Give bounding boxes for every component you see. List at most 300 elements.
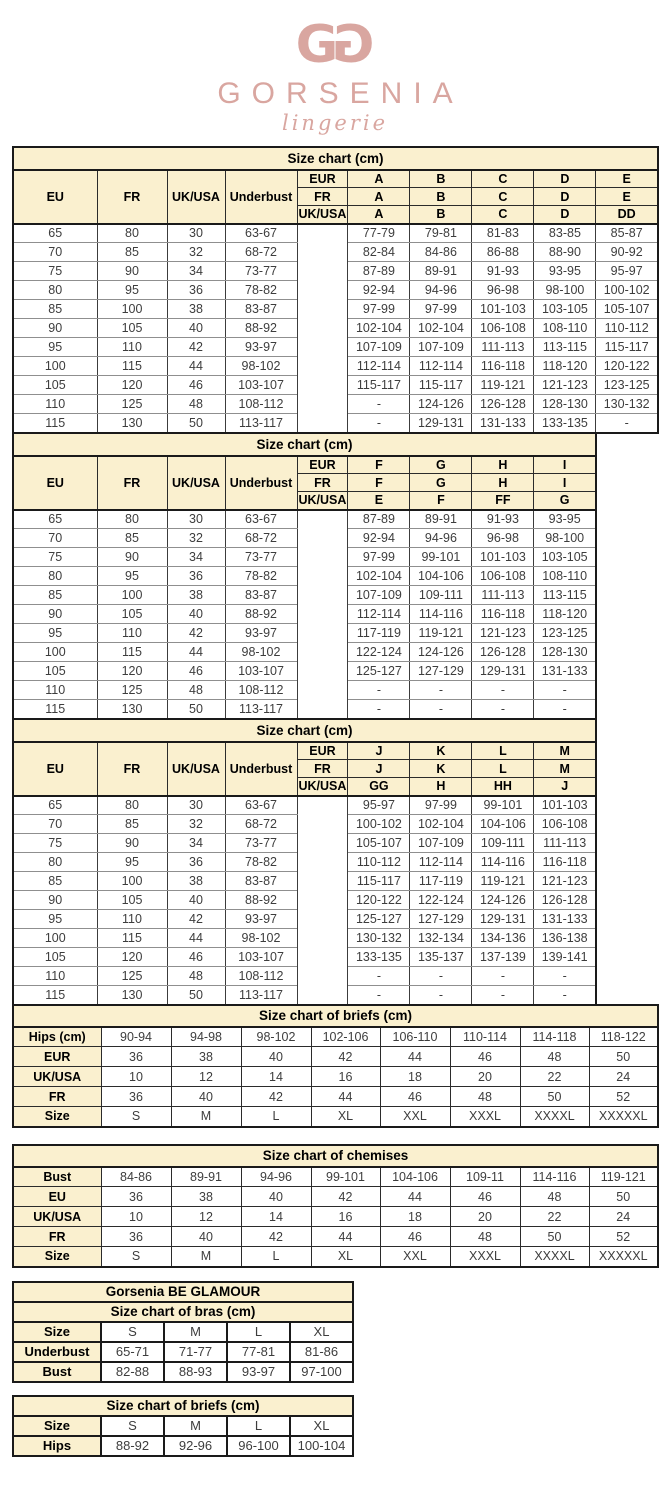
size-value: M: [171, 1107, 241, 1127]
fr-size-value: 95: [97, 281, 167, 300]
bust-range-value: 116-118: [472, 605, 534, 624]
cup-system-label: FR: [297, 474, 348, 492]
fr-size-value: 85: [97, 815, 167, 834]
eu-size-value: 105: [13, 376, 97, 395]
fr-size-value: 110: [97, 338, 167, 357]
size-value: 46: [380, 1087, 450, 1107]
size-value: S: [101, 1322, 164, 1342]
underbust-range-value: 103-107: [225, 662, 297, 681]
bust-range-value: 100-102: [596, 281, 658, 300]
size-value: 89-91: [171, 1167, 241, 1187]
size-value: 22: [520, 1067, 589, 1087]
size-value: XL: [290, 1322, 353, 1342]
size-value: 10: [101, 1207, 171, 1227]
bust-range-value: 93-95: [534, 510, 596, 529]
bust-range-value: 120-122: [348, 891, 410, 910]
eu-size-value: 115: [13, 986, 97, 1005]
column-header: Underbust: [225, 170, 297, 224]
cup-size-header: G: [534, 492, 596, 510]
cup-size-header: I: [534, 456, 596, 474]
uk-usa-size-value: 30: [167, 224, 225, 243]
size-value: 38: [171, 1047, 241, 1067]
size-value: 10: [101, 1067, 171, 1087]
bust-range-value: 115-117: [596, 338, 658, 357]
size-value: 20: [450, 1207, 520, 1227]
bust-range-value: 126-128: [472, 643, 534, 662]
uk-usa-size-value: 44: [167, 929, 225, 948]
uk-usa-size-value: 50: [167, 414, 225, 433]
underbust-range-value: 63-67: [225, 224, 297, 243]
eu-size-value: 90: [13, 891, 97, 910]
size-value: M: [171, 1247, 241, 1267]
size-value: XL: [290, 1416, 353, 1436]
underbust-range-value: 113-117: [225, 700, 297, 719]
size-value: XXXL: [450, 1107, 520, 1127]
size-value: 52: [589, 1227, 658, 1247]
bust-range-value: 83-85: [534, 224, 596, 243]
bust-range-value: 88-90: [534, 243, 596, 262]
underbust-range-value: 73-77: [225, 262, 297, 281]
cup-size-header: A: [348, 206, 410, 224]
bust-range-value: 118-120: [534, 605, 596, 624]
fr-size-value: 90: [97, 834, 167, 853]
size-value: 24: [589, 1067, 658, 1087]
size-value: S: [101, 1416, 164, 1436]
bust-range-value: 98-100: [534, 529, 596, 548]
eu-size-value: 100: [13, 357, 97, 376]
uk-usa-size-value: 42: [167, 910, 225, 929]
row-header: Bust: [13, 1362, 101, 1382]
size-value: 77-81: [227, 1342, 290, 1362]
size-value: L: [241, 1107, 311, 1127]
bust-range-value: 110-112: [348, 853, 410, 872]
fr-size-value: 130: [97, 700, 167, 719]
bust-range-value: 135-137: [410, 948, 472, 967]
eu-size-value: 100: [13, 643, 97, 662]
size-value: XXXL: [450, 1247, 520, 1267]
bust-range-value: -: [348, 967, 410, 986]
size-value: S: [101, 1107, 171, 1127]
uk-usa-size-value: 32: [167, 243, 225, 262]
cup-size-header: L: [472, 742, 534, 760]
bust-range-value: 121-123: [472, 624, 534, 643]
bust-range-value: -: [348, 395, 410, 414]
size-value: 24: [589, 1207, 658, 1227]
bust-range-value: -: [534, 681, 596, 700]
bust-range-value: 81-83: [472, 224, 534, 243]
bust-range-value: 112-114: [410, 357, 472, 376]
column-header: UK/USA: [167, 742, 225, 796]
size-value: 40: [171, 1227, 241, 1247]
bust-range-value: 106-108: [472, 567, 534, 586]
bust-range-value: 102-104: [348, 319, 410, 338]
bust-range-value: 98-100: [534, 281, 596, 300]
bust-range-value: 97-99: [348, 300, 410, 319]
bust-range-value: 121-123: [534, 872, 596, 891]
size-value: XXXXL: [520, 1247, 589, 1267]
underbust-range-value: 63-67: [225, 510, 297, 529]
underbust-range-value: 68-72: [225, 243, 297, 262]
bust-range-value: 118-120: [534, 357, 596, 376]
table-row: [13, 1247, 658, 1267]
uk-usa-size-value: 32: [167, 815, 225, 834]
fr-size-value: 115: [97, 357, 167, 376]
column-header: FR: [97, 456, 167, 510]
eu-size-value: 105: [13, 948, 97, 967]
table-title: Size chart of bras (cm): [13, 1302, 353, 1322]
uk-usa-size-value: 50: [167, 700, 225, 719]
size-value: L: [227, 1322, 290, 1342]
row-header: UK/USA: [13, 1207, 101, 1227]
size-value: 40: [171, 1087, 241, 1107]
bust-range-value: 129-131: [472, 910, 534, 929]
column-header: FR: [97, 170, 167, 224]
size-value: 94-98: [171, 1027, 241, 1047]
size-value: 94-96: [241, 1167, 311, 1187]
cup-system-label: EUR: [297, 170, 348, 188]
cup-size-header: FF: [472, 492, 534, 510]
cup-size-header: G: [410, 456, 472, 474]
column-header: Underbust: [225, 456, 297, 510]
size-value: 90-94: [101, 1027, 171, 1047]
size-value: 71-77: [164, 1342, 227, 1362]
eu-size-value: 105: [13, 662, 97, 681]
fr-size-value: 80: [97, 510, 167, 529]
bust-range-value: 128-130: [534, 395, 596, 414]
cup-size-header: J: [348, 760, 410, 778]
fr-size-value: 100: [97, 586, 167, 605]
uk-usa-size-value: 48: [167, 395, 225, 414]
uk-usa-size-value: 44: [167, 357, 225, 376]
bust-range-value: 104-106: [410, 567, 472, 586]
fr-size-value: 120: [97, 948, 167, 967]
cup-size-header: B: [410, 206, 472, 224]
eu-size-value: 85: [13, 300, 97, 319]
table-row: [13, 1027, 658, 1047]
underbust-range-value: 73-77: [225, 548, 297, 567]
cup-size-header: J: [534, 778, 596, 796]
table-row: [13, 1362, 353, 1382]
cup-system-label: FR: [297, 188, 348, 206]
eu-size-value: 70: [13, 243, 97, 262]
bust-range-value: 137-139: [472, 948, 534, 967]
size-value: 48: [450, 1087, 520, 1107]
uk-usa-size-value: 38: [167, 586, 225, 605]
bust-range-value: 102-104: [348, 567, 410, 586]
bust-range-value: 107-109: [348, 586, 410, 605]
size-value: XXXXXL: [589, 1107, 658, 1127]
fr-size-value: 130: [97, 414, 167, 433]
bust-range-value: 92-94: [348, 281, 410, 300]
underbust-range-value: 113-117: [225, 986, 297, 1005]
bust-range-value: 124-126: [472, 891, 534, 910]
size-value: 36: [101, 1227, 171, 1247]
row-header: FR: [13, 1087, 101, 1107]
cup-size-header: C: [472, 206, 534, 224]
column-header: UK/USA: [167, 456, 225, 510]
cup-size-header: K: [410, 760, 472, 778]
size-value: L: [241, 1247, 311, 1267]
row-header: Hips: [13, 1436, 101, 1456]
uk-usa-size-value: 34: [167, 548, 225, 567]
bust-range-value: 121-123: [534, 376, 596, 395]
brand-name: GORSENIA: [217, 77, 464, 110]
table-row: [13, 1047, 658, 1067]
bust-range-value: 117-119: [410, 872, 472, 891]
size-value: 42: [311, 1187, 380, 1207]
size-value: XXL: [380, 1247, 450, 1267]
column-header: FR: [97, 742, 167, 796]
cup-size-header: D: [534, 188, 596, 206]
bust-range-value: -: [410, 986, 472, 1005]
underbust-range-value: 98-102: [225, 643, 297, 662]
table-row: [13, 224, 658, 243]
cup-size-header: H: [410, 778, 472, 796]
bust-range-value: 107-109: [410, 834, 472, 853]
row-header: FR: [13, 1227, 101, 1247]
size-value: XXL: [380, 1107, 450, 1127]
size-value: 46: [380, 1227, 450, 1247]
size-value: XXXXL: [520, 1107, 589, 1127]
uk-usa-size-value: 44: [167, 643, 225, 662]
table-row: [13, 510, 596, 529]
cup-size-header: H: [472, 456, 534, 474]
bust-range-value: 139-141: [534, 948, 596, 967]
bust-range-value: 131-133: [472, 414, 534, 433]
size-value: 46: [450, 1047, 520, 1067]
bust-range-value: 87-89: [348, 262, 410, 281]
size-value: 109-11: [450, 1167, 520, 1187]
cup-size-header: B: [410, 170, 472, 188]
bust-range-value: 87-89: [348, 510, 410, 529]
uk-usa-size-value: 40: [167, 319, 225, 338]
fr-size-value: 115: [97, 643, 167, 662]
table-title: Size chart of briefs (cm): [13, 1005, 658, 1027]
briefs-size-chart-table: [12, 1004, 659, 1128]
bust-range-value: 101-103: [472, 548, 534, 567]
row-header: Size: [13, 1247, 101, 1267]
cup-system-label: UK/USA: [297, 778, 348, 796]
eu-size-value: 115: [13, 700, 97, 719]
bust-range-value: 96-98: [472, 281, 534, 300]
size-value: 50: [520, 1087, 589, 1107]
bust-range-value: -: [348, 414, 410, 433]
size-value: 104-106: [380, 1167, 450, 1187]
underbust-range-value: 88-92: [225, 319, 297, 338]
uk-usa-size-value: 46: [167, 662, 225, 681]
underbust-range-value: 88-92: [225, 891, 297, 910]
size-value: 114-118: [520, 1027, 589, 1047]
bust-range-value: 97-99: [410, 796, 472, 815]
underbust-range-value: 73-77: [225, 834, 297, 853]
eu-size-value: 65: [13, 510, 97, 529]
size-value: 48: [520, 1047, 589, 1067]
fr-size-value: 90: [97, 262, 167, 281]
size-value: 50: [520, 1227, 589, 1247]
size-value: 36: [101, 1187, 171, 1207]
bust-range-value: -: [348, 700, 410, 719]
size-value: 42: [241, 1227, 311, 1247]
bust-range-value: -: [410, 700, 472, 719]
size-value: 50: [589, 1187, 658, 1207]
bust-range-value: 116-118: [472, 357, 534, 376]
cup-size-header: K: [410, 742, 472, 760]
bust-range-value: 111-113: [534, 834, 596, 853]
row-header: Size: [13, 1322, 101, 1342]
cup-size-header: H: [472, 474, 534, 492]
fr-size-value: 125: [97, 395, 167, 414]
uk-usa-size-value: 46: [167, 948, 225, 967]
bust-range-value: 131-133: [534, 910, 596, 929]
bust-range-value: -: [596, 414, 658, 433]
bust-range-value: 93-95: [534, 262, 596, 281]
row-header: Hips (cm): [13, 1027, 101, 1047]
table-title: Size chart (cm): [13, 147, 658, 170]
eu-size-value: 95: [13, 338, 97, 357]
table-row: [13, 1207, 658, 1227]
bust-range-value: 102-104: [410, 815, 472, 834]
size-value: M: [164, 1322, 227, 1342]
bust-range-value: 125-127: [348, 662, 410, 681]
bust-range-value: 104-106: [472, 815, 534, 834]
eu-size-value: 90: [13, 605, 97, 624]
cup-system-label: EUR: [297, 742, 348, 760]
size-value: 98-102: [241, 1027, 311, 1047]
bust-range-value: 126-128: [534, 891, 596, 910]
eu-size-value: 75: [13, 262, 97, 281]
size-value: 110-114: [450, 1027, 520, 1047]
glamour-briefs-size-chart-table: [12, 1395, 354, 1457]
table-row: [13, 1342, 353, 1362]
bust-range-value: 133-135: [534, 414, 596, 433]
bust-range-value: 106-108: [534, 815, 596, 834]
table-title: Size chart of briefs (cm): [13, 1396, 353, 1416]
underbust-range-value: 98-102: [225, 357, 297, 376]
row-header: Bust: [13, 1167, 101, 1187]
size-value: 16: [311, 1207, 380, 1227]
size-value: 50: [589, 1047, 658, 1067]
bust-range-value: 99-101: [472, 796, 534, 815]
uk-usa-size-value: 30: [167, 510, 225, 529]
fr-size-value: 120: [97, 662, 167, 681]
bust-range-value: 95-97: [596, 262, 658, 281]
fr-size-value: 110: [97, 624, 167, 643]
fr-size-value: 85: [97, 243, 167, 262]
size-value: 93-97: [227, 1362, 290, 1382]
cup-size-header: HH: [472, 778, 534, 796]
bust-range-value: 91-93: [472, 510, 534, 529]
eu-size-value: 80: [13, 853, 97, 872]
column-header: EU: [13, 170, 97, 224]
size-value: 88-92: [101, 1436, 164, 1456]
bust-range-value: 115-117: [348, 376, 410, 395]
cup-size-header: C: [472, 170, 534, 188]
cup-size-header: J: [348, 742, 410, 760]
size-value: 48: [450, 1227, 520, 1247]
bust-range-value: -: [348, 986, 410, 1005]
cup-size-header: F: [348, 456, 410, 474]
size-value: 38: [171, 1187, 241, 1207]
eu-size-value: 100: [13, 929, 97, 948]
bust-range-value: 101-103: [534, 796, 596, 815]
cup-size-header: DD: [596, 206, 658, 224]
uk-usa-size-value: 30: [167, 796, 225, 815]
bust-range-value: 77-79: [348, 224, 410, 243]
bust-range-value: 97-99: [348, 548, 410, 567]
gap-cell: [297, 224, 348, 433]
size-value: 84-86: [101, 1167, 171, 1187]
bust-range-value: 115-117: [410, 376, 472, 395]
size-value: 12: [171, 1067, 241, 1087]
bust-range-value: 109-111: [472, 834, 534, 853]
underbust-range-value: 88-92: [225, 605, 297, 624]
bust-range-value: 124-126: [410, 643, 472, 662]
size-value: 18: [380, 1067, 450, 1087]
cup-system-label: FR: [297, 760, 348, 778]
bust-range-value: 134-136: [472, 929, 534, 948]
bust-range-value: 99-101: [410, 548, 472, 567]
fr-size-value: 80: [97, 796, 167, 815]
table-row: [13, 1107, 658, 1127]
size-value: XXXXXL: [589, 1247, 658, 1267]
bust-range-value: 129-131: [410, 414, 472, 433]
fr-size-value: 110: [97, 910, 167, 929]
size-value: 118-122: [589, 1027, 658, 1047]
fr-size-value: 115: [97, 929, 167, 948]
bust-range-value: 89-91: [410, 262, 472, 281]
bust-range-value: 105-107: [596, 300, 658, 319]
bust-range-value: 116-118: [534, 853, 596, 872]
cup-size-header: C: [472, 188, 534, 206]
gap-cell: [297, 796, 348, 1005]
bust-range-value: 86-88: [472, 243, 534, 262]
size-value: 44: [311, 1227, 380, 1247]
fr-size-value: 80: [97, 224, 167, 243]
underbust-range-value: 83-87: [225, 300, 297, 319]
size-value: 88-93: [164, 1362, 227, 1382]
row-header: Underbust: [13, 1342, 101, 1362]
column-header: Underbust: [225, 742, 297, 796]
table-row: [13, 1436, 353, 1456]
cup-size-header: A: [348, 170, 410, 188]
size-value: L: [227, 1416, 290, 1436]
bust-range-value: 122-124: [348, 643, 410, 662]
bust-range-value: 94-96: [410, 529, 472, 548]
bust-range-value: 114-116: [472, 853, 534, 872]
eu-size-value: 110: [13, 681, 97, 700]
underbust-range-value: 83-87: [225, 586, 297, 605]
uk-usa-size-value: 38: [167, 300, 225, 319]
uk-usa-size-value: 32: [167, 529, 225, 548]
bust-range-value: 96-98: [472, 529, 534, 548]
table-row: [13, 1187, 658, 1207]
svg-text:G: G: [295, 15, 339, 72]
size-value: 18: [380, 1207, 450, 1227]
bra-size-chart-table-cups-a-e: [12, 146, 659, 434]
bust-range-value: 133-135: [348, 948, 410, 967]
cup-size-header: E: [596, 170, 658, 188]
uk-usa-size-value: 34: [167, 262, 225, 281]
size-value: 96-100: [227, 1436, 290, 1456]
bust-range-value: 111-113: [472, 338, 534, 357]
size-value: 12: [171, 1207, 241, 1227]
bust-range-value: -: [534, 700, 596, 719]
table-title: Size chart (cm): [13, 719, 596, 742]
bust-range-value: 128-130: [534, 643, 596, 662]
uk-usa-size-value: 34: [167, 834, 225, 853]
uk-usa-size-value: 42: [167, 624, 225, 643]
bust-range-value: 130-132: [348, 929, 410, 948]
